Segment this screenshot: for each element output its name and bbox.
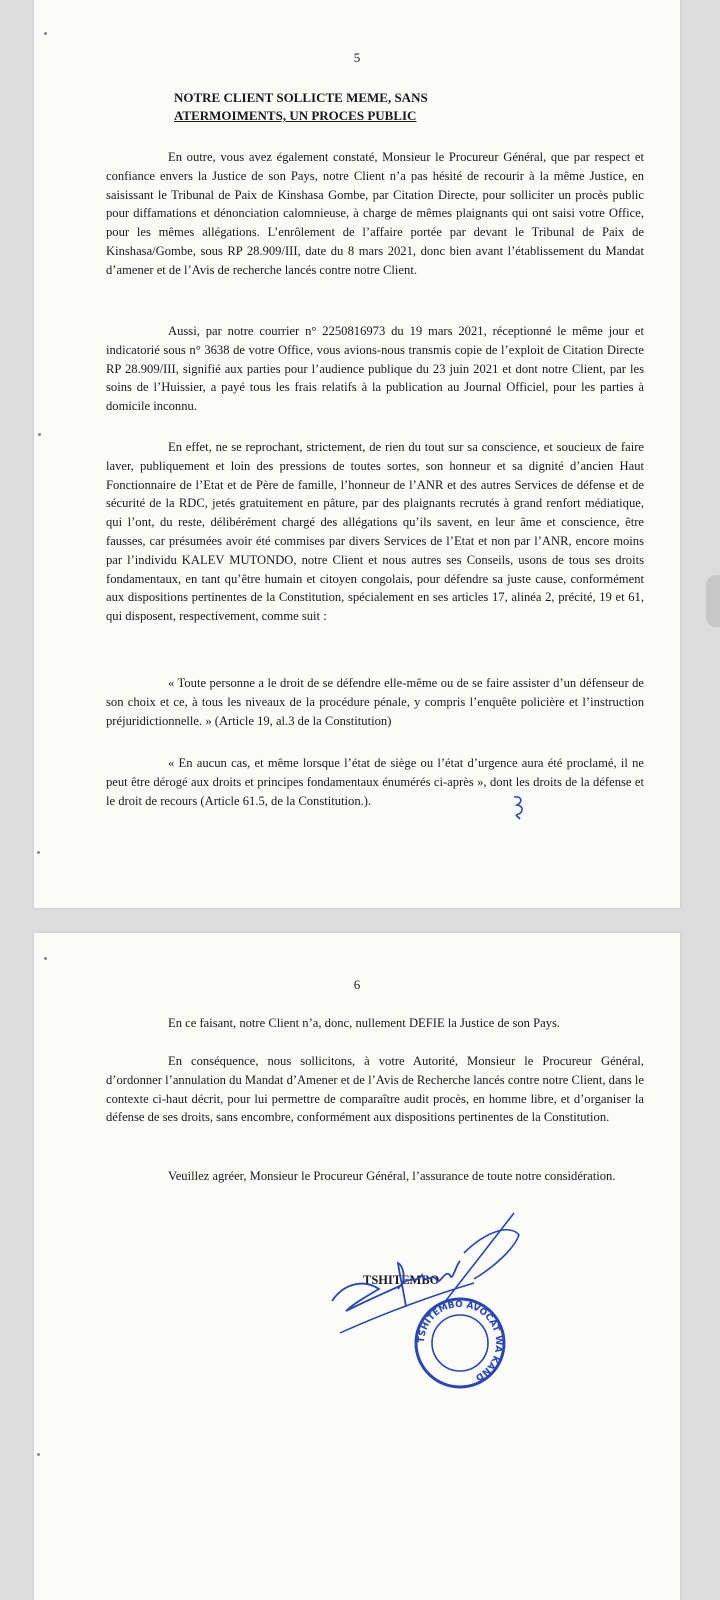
svg-text:TSHITEMBO AVOCAT WA KAND: TSHITEMBO AVOCAT WA KAND — [416, 1299, 504, 1383]
initial-mark — [508, 794, 530, 822]
document-page-6 — [34, 933, 680, 1600]
section-heading — [174, 89, 474, 125]
lawyer-stamp — [410, 1293, 510, 1393]
page-number: 5 — [353, 50, 361, 65]
heading-line-1: NOTRE CLIENT SOLLICTE MEME, SANS — [174, 90, 428, 105]
quote-article-19: « Toute personne a le droit de se défendre elle-même ou de se faire assister d’un défenseur de son choix et ce, à tous les niveaux de la procédure pénale, y compris l’enquête policière et l’instruction préjuridictionnelle. » (Article 19, al.3 de la Constitution) — [106, 676, 644, 728]
paragraph-1: En outre, vous avez également constaté, Monsieur le Procureur Général, que par respect et confiance envers la Justice de son Pays, notre Client n’a pas hésité de recourir à la même Justice, en saisissant le Tribunal de Paix de Kinshasa Gombe, par Citation Directe, pour solliciter un procès public pour diffamations et dénonciation calomnieuse, à charge de mêmes plaignants qui ont saisi votre Office, pour les mêmes allégations. L’enrôlement de l’affaire portée par devant le Tribunal de Paix de Kinshasa/Gombe, sous RP 28.909/III, date du 8 mars 2021, donc bien avant l’établissement du Mandat d’amener et de l’Avis de recherche lancés contre notre Client. — [106, 150, 644, 277]
document-page-5 — [34, 0, 680, 908]
paragraph-1: En ce faisant, notre Client n’a, donc, nullement DEFIE la Justice de son Pays. — [168, 1016, 561, 1030]
scroll-handle[interactable] — [706, 575, 720, 627]
page-number: 6 — [353, 977, 361, 992]
closing-paragraph: Veuillez agréer, Monsieur le Procureur Général, l’assurance de toute notre considération. — [168, 1169, 616, 1183]
paragraph-3: En effet, ne se reprochant, strictement, de rien du tout sur sa conscience, et soucieux de faire laver, publiquement et loin des pressions de toutes sortes, son honneur et sa dignité d’ancien Haut Fonctionnaire de l’Etat et de Père de famille, l’honneur de l’ANR et des autres Services de défense et de sécurité de la RDC, jetés gratuitement en pâture, par des plaignants recrutés à grand renfort médiatique, qui l’ont, du reste, délibérément chargé des allégations qu’ils savent, en leur âme et conscience, être fausses, car présumées avoir été commises par divers Services de l’Etat et non par l’ANR, encore moins par l’individu KALEV MUTONDO, notre Client et nous autres ses Conseils, usons de tous ses droits fondamentaux, en tant qu’être humain et citoyen congolais, pour défendre sa juste cause, conformément aux dispositions pertinentes de la Constitution, spécialement en ses articles 17, alinéa 2, précité, 19 et 61, qui disposent, respectivement, comme suit : — [106, 440, 644, 624]
paragraph-2: En conséquence, nous sollicitons, à votre Autorité, Monsieur le Procureur Général, d’ordonner l’annulation du Mandat d’Amener et de l’Avis de Recherche lancés contre notre Client, dans le contexte ci-haut décrit, pour lui permettre de comparaître audit procès, en homme libre, et d’organiser la défense de ses droits, sans encombre, conformément aux dispositions pertinentes de la Constitution. — [106, 1054, 644, 1125]
signatory-name: TSHITEMBO — [363, 1273, 440, 1287]
heading-line-2: ATERMOIMENTS, UN PROCES PUBLIC — [174, 108, 417, 123]
paragraph-2: Aussi, par notre courrier n° 2250816973 du 19 mars 2021, réceptionné le même jour et indicatorié sous n° 3638 de votre Office, vous avions-nous transmis copie de l’exploit de Citation Directe RP 28.909/III, signifié aux parties pour l’audience publique du 23 juin 2021 et dont notre Client, par les soins de l’Huissier, a payé tous les frais relatifs à la publication au Journal Officiel, pour les parties à domicile inconnu. — [106, 324, 644, 414]
quote-article-61: « En aucun cas, et même lorsque l’état de siège ou l’état d’urgence aura été proclamé, il ne peut être dérogé aux droits et principes fondamentaux énumérés ci-après », dont les droits de la défense et le droit de recours (Article 61.5, de la Constitution.). — [106, 756, 644, 808]
